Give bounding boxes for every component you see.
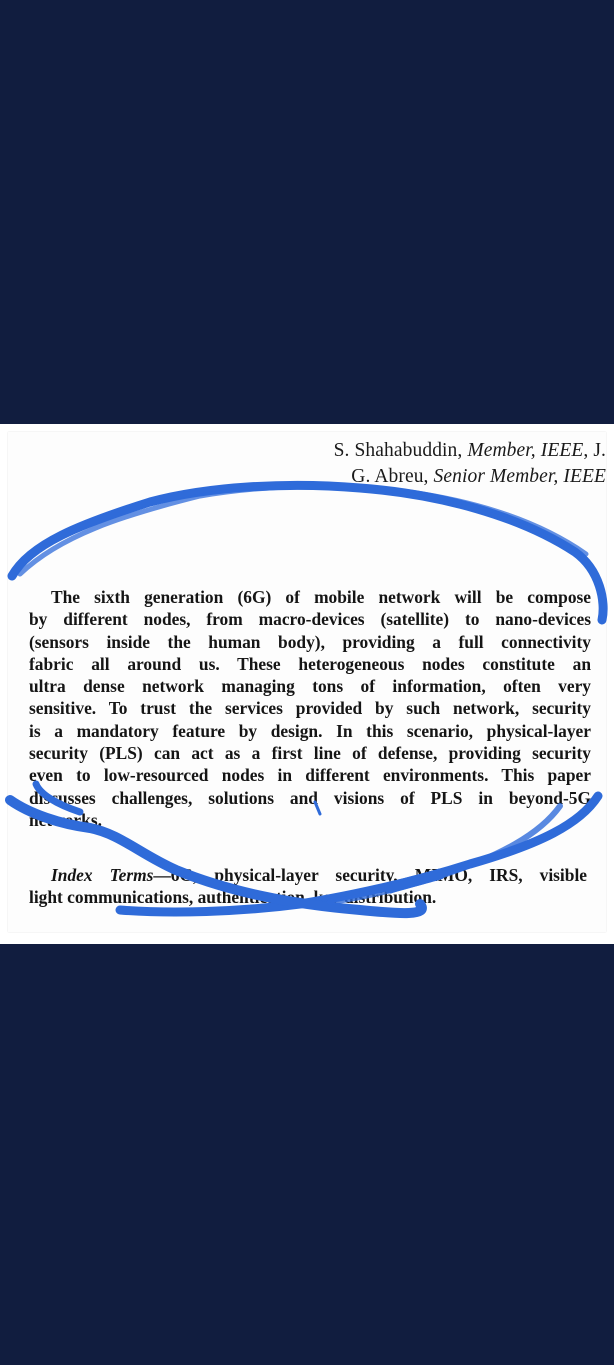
author-line-2 bbox=[186, 464, 606, 490]
abstract-line: The sixth generation (6G) of mobile network will be compose bbox=[51, 587, 591, 607]
index-terms-label: Index Terms bbox=[51, 865, 154, 885]
abstract-line: discusses challenges, solutions and visions of PLS in beyond-5G bbox=[29, 787, 591, 808]
photo bbox=[0, 424, 614, 944]
author-name: S. Shahabuddin, bbox=[333, 440, 468, 461]
abstract-line: sensitive. To trust the services provided by such network, security bbox=[29, 698, 591, 719]
index-terms-line bbox=[29, 864, 587, 886]
abstract-line: even to low-resourced nodes in different environments. This paper bbox=[29, 765, 591, 786]
abstract-line: is a mandatory feature by design. In this scenario, physical-layer bbox=[29, 720, 591, 741]
abstract-line: (sensors inside the human body), providing a full connectivity bbox=[29, 631, 591, 652]
abstract-line: security (PLS) can act as a first line of defense, providing security bbox=[29, 743, 591, 764]
abstract-line: by different nodes, from macro-devices (satellite) to nano-devices bbox=[29, 609, 591, 630]
abstract-line: fabric all around us. These heterogeneous nodes constitute an bbox=[29, 653, 591, 674]
author-name: G. Abreu, bbox=[351, 466, 434, 487]
index-terms-text: —6G, physical-layer security, MIMO, IRS, visible bbox=[153, 865, 587, 885]
author-role: Senior Member, IEEE bbox=[433, 466, 606, 487]
abstract-line: ultra dense network managing tons of information, often very bbox=[29, 676, 591, 697]
paper-page bbox=[8, 432, 606, 932]
abstract-line: networks. bbox=[29, 809, 102, 830]
author-role: Member, IEEE bbox=[467, 440, 584, 461]
author-line-1 bbox=[186, 438, 606, 464]
index-terms bbox=[29, 864, 587, 909]
index-terms-line: light communications, authentication, key distribution. bbox=[29, 887, 437, 908]
author-list bbox=[186, 438, 606, 490]
abstract bbox=[29, 586, 591, 831]
author-name-tail: , J. bbox=[583, 440, 606, 461]
